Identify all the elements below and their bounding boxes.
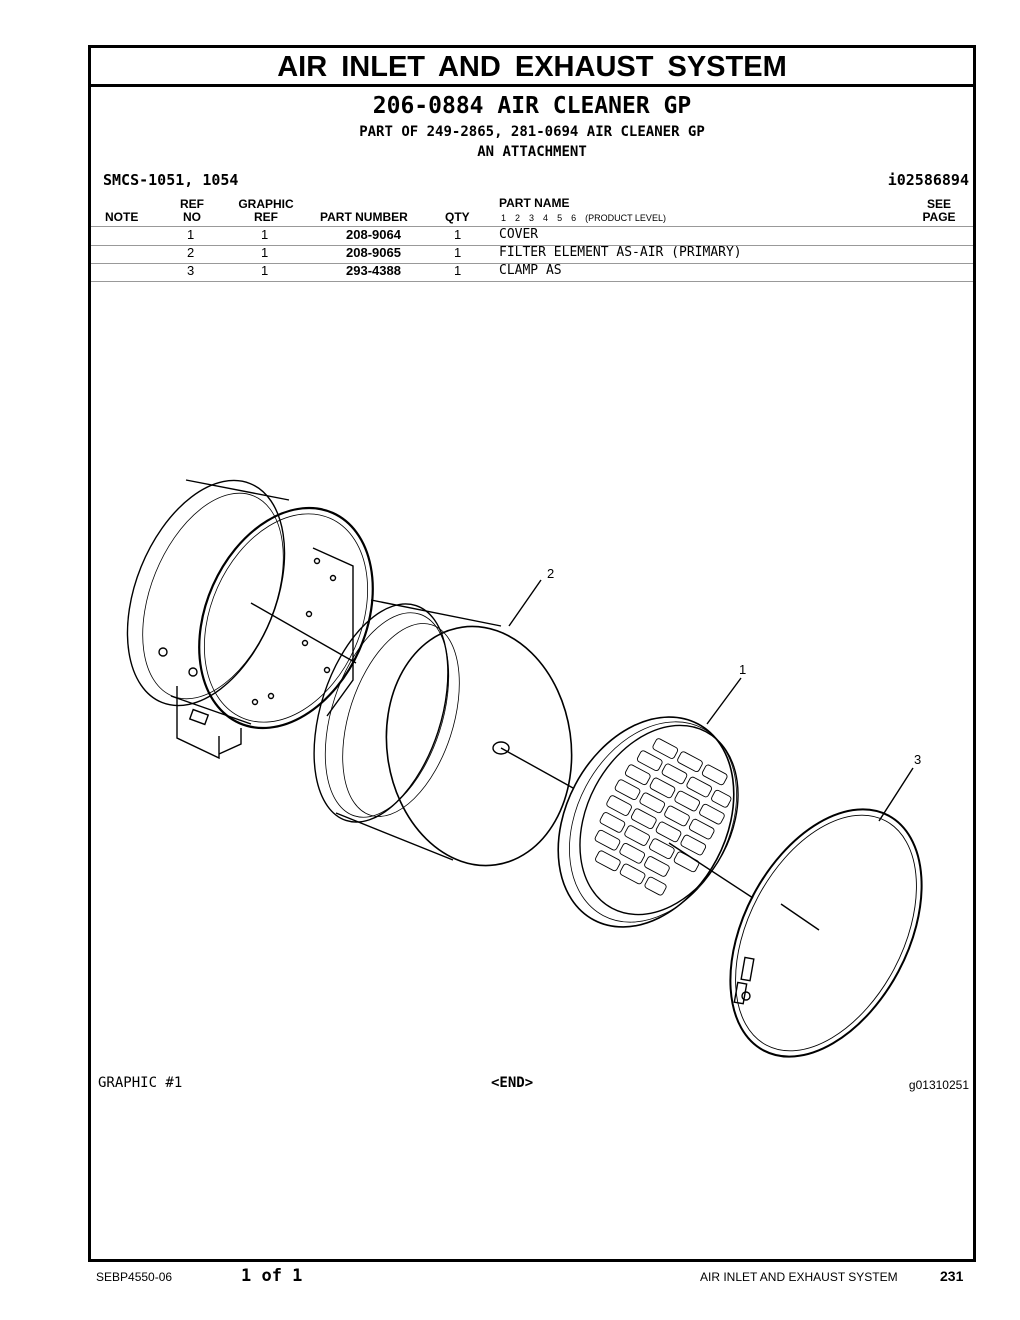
product-level-3: 3	[529, 213, 535, 223]
header-qty: QTY	[445, 210, 470, 224]
product-level-4: 4	[543, 213, 549, 223]
product-level-2: 2	[515, 213, 521, 223]
callout-label-2: 2	[547, 566, 555, 581]
header-ref-no-line1: REF	[180, 197, 204, 211]
document-id: i02586894	[887, 171, 969, 189]
footer-page-of: 1 of 1	[241, 1266, 303, 1286]
product-level-6: 6	[571, 213, 577, 223]
air-cleaner-housing	[97, 457, 406, 758]
row1-part-name: COVER	[499, 227, 539, 242]
header-see-page-line1: SEE	[926, 197, 951, 211]
page-frame	[88, 45, 976, 1262]
header-part-name: PART NAME	[499, 196, 570, 210]
product-level-5: 5	[557, 213, 563, 223]
row2-graphic-ref: 1	[261, 245, 269, 260]
cover-with-grille	[523, 686, 770, 957]
smcs-code: SMCS-1051, 1054	[103, 171, 239, 189]
product-level-label: (PRODUCT LEVEL)	[585, 213, 666, 223]
header-graphic-ref-line2: REF	[254, 210, 278, 224]
row3-part-name: CLAMP AS	[499, 263, 562, 278]
callout-label-3: 3	[914, 752, 922, 767]
graphic-label: GRAPHIC #1	[98, 1075, 183, 1091]
callout-leader-3	[879, 768, 913, 821]
group-title: 206-0884 AIR CLEANER GP	[372, 93, 692, 119]
clamp-ring	[691, 777, 961, 1089]
attachment-line: AN ATTACHMENT	[477, 144, 587, 160]
end-marker: <END>	[491, 1075, 534, 1091]
header-graphic-ref-line1: GRAPHIC	[238, 197, 294, 211]
product-level-1: 1	[501, 213, 507, 223]
row2-part-name: FILTER ELEMENT AS-AIR (PRIMARY)	[499, 245, 742, 260]
footer-page-number: 231	[940, 1268, 964, 1284]
footer-section-title: AIR INLET AND EXHAUST SYSTEM	[700, 1270, 898, 1284]
row3-part-number: 293-4388	[346, 263, 401, 278]
header-note: NOTE	[105, 210, 139, 224]
row1-graphic-ref: 1	[261, 227, 269, 242]
graphic-code: g01310251	[908, 1078, 969, 1092]
header-part-number: PART NUMBER	[320, 210, 408, 224]
part-of-line: PART OF 249-2865, 281-0694 AIR CLEANER GP	[359, 124, 705, 140]
callout-leader-2	[509, 580, 541, 626]
header-ref-no-line2: NO	[183, 210, 201, 224]
row1-ref-no: 1	[187, 227, 195, 242]
section-banner: AIR INLET AND EXHAUST SYSTEM	[91, 48, 973, 87]
row2-qty: 1	[454, 245, 462, 260]
filter-element	[289, 587, 587, 878]
row3-qty: 1	[454, 263, 462, 278]
row3-graphic-ref: 1	[261, 263, 269, 278]
row1-qty: 1	[454, 227, 462, 242]
callout-leader-1	[707, 678, 741, 724]
header-see-page-line2: PAGE	[922, 210, 956, 224]
row2-ref-no: 2	[187, 245, 195, 260]
row3-ref-no: 3	[187, 263, 195, 278]
footer-doc-number: SEBP4550-06	[96, 1270, 173, 1284]
row2-part-number: 208-9065	[346, 245, 401, 260]
callout-label-1: 1	[739, 662, 747, 677]
row1-part-number: 208-9064	[346, 227, 401, 242]
